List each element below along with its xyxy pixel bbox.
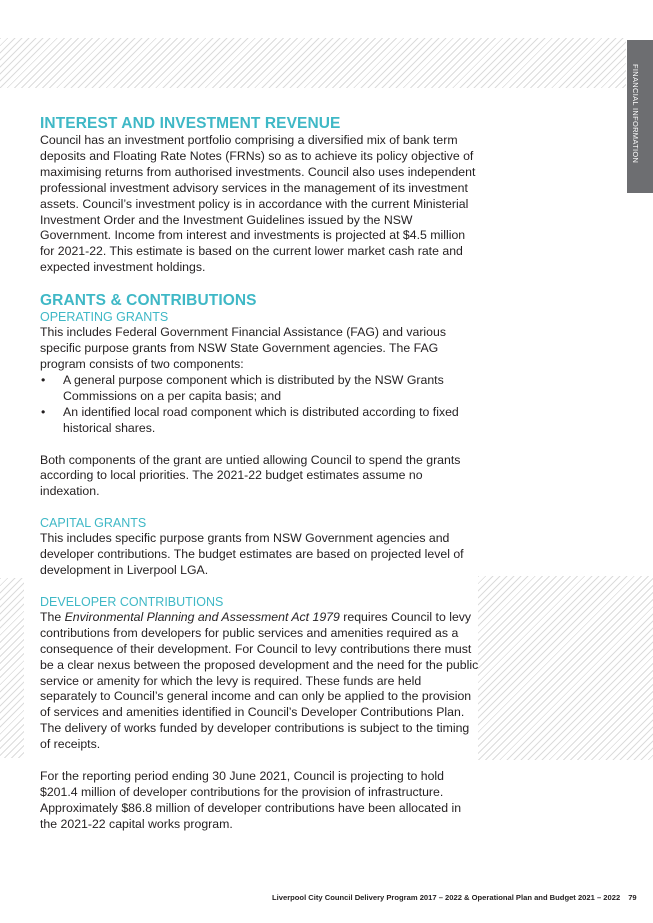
section-side-tab xyxy=(627,40,653,193)
operating-grants-subheading: OPERATING GRANTS xyxy=(40,310,169,325)
developer-contributions-subheading: DEVELOPER CONTRIBUTIONS xyxy=(40,594,224,609)
list-item: • An identified local road component which is distributed according to fixed historical shares. xyxy=(40,405,480,437)
capital-grants-subheading: CAPITAL GRANTS xyxy=(40,516,147,531)
operating-grants-intro: This includes Federal Government Financial Assistance (FAG) and various specific purpose grants from NSW State Government agencies. The FAG program consists of two components: xyxy=(40,325,446,371)
developer-contributions-reporting: For the reporting period ending 30 June 2021, Council is projecting to hold $201.4 million of developer contributions for the provision of infrastructure. Approximately $86.8 million of developer contributions have been allocated in the 2021-22 capital works program. xyxy=(40,769,462,831)
grants-heading: GRANTS & CONTRIBUTIONS xyxy=(40,292,257,310)
footer-text: Liverpool City Council Delivery Program 2017 – 2022 & Operational Plan and Budget 2021 – 2022 xyxy=(272,893,621,902)
interest-heading: INTEREST AND INVESTMENT REVENUE xyxy=(40,115,341,132)
act-title: Environmental Planning and Assessment Act 1979 xyxy=(64,609,340,624)
page-footer xyxy=(272,893,637,902)
body-prefix: The xyxy=(40,609,65,624)
page-number: 79 xyxy=(628,893,637,902)
operating-grants-list xyxy=(40,373,480,437)
decorative-hatch-top xyxy=(0,38,626,88)
body-rest: requires Council to levy contributions from developers for public services and amenities required as a consequence of their development. For Council to levy contributions there must be a clear nexus between the proposed development and the need for the public service or amenity for which the levy is required. These funds are held separately to Council’s general income and can only be applied to the provision of services and amenities identified in Council’s Developer Contributions Plan. The delivery of works funded by developer contributions is subject to the timing of receipts. xyxy=(40,609,479,752)
decorative-hatch-right xyxy=(478,576,653,760)
developer-contributions-body xyxy=(40,610,480,753)
main-content xyxy=(40,115,480,833)
operating-grants-closing: Both components of the grant are untied allowing Council to spend the grants according to local priorities. The 2021-22 budget estimates assume no indexation. xyxy=(40,452,461,499)
side-tab-label: FINANCIAL INFORMATION xyxy=(631,64,640,164)
capital-grants-body: This includes specific purpose grants from NSW Government agencies and developer contributions. The budget estimates are based on projected level of development in Liverpool LGA. xyxy=(40,531,464,578)
interest-body: Council has an investment portfolio comprising a diversified mix of bank term deposits and Floating Rate Notes (FRNs) so as to achieve its policy objective of maximising returns from authorised investments. Council also uses independent professional investment advisory services in the management of its investment assets. Council’s investment policy is in accordance with the current Ministerial Investment Order and the Investment Guidelines issued by the NSW Government. Income from interest and investments is projected at $4.5 million for 2021-22. This estimate is based on the current lower market cash rate and expected investment holdings. xyxy=(40,133,476,275)
decorative-hatch-left xyxy=(0,578,24,758)
list-item: • A general purpose component which is distributed by the NSW Grants Commissions on a per capita basis; and xyxy=(40,373,480,405)
